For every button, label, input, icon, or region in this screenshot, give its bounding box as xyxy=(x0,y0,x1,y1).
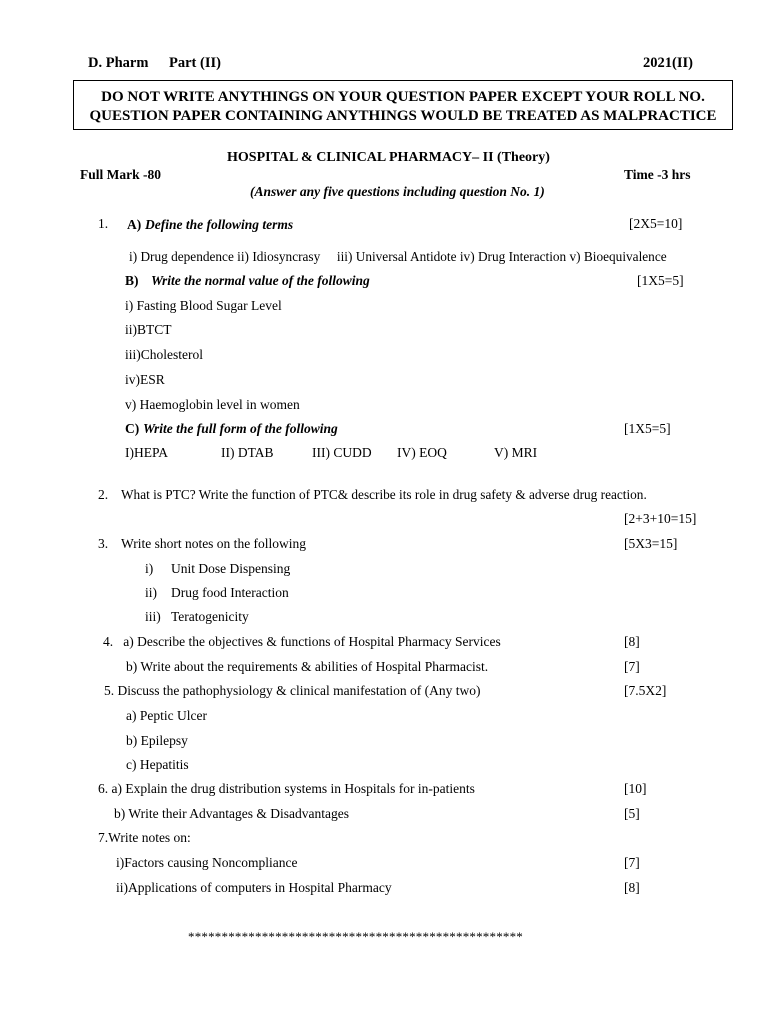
q6b-text: b) Write their Advantages & Disadvantages xyxy=(114,806,350,821)
q1b-item: i) Fasting Blood Sugar Level xyxy=(125,298,282,313)
q4a-text: 4. a) Describe the objectives & functions of Hospital Pharmacy Services xyxy=(103,634,501,649)
q1c-marks: [1X5=5] xyxy=(624,421,671,436)
q2-text: What is PTC? Write the function of PTC& describe its role in drug safety & adverse drug reaction. xyxy=(121,487,647,502)
warning-line-1: DO NOT WRITE ANYTHINGS ON YOUR QUESTION PAPER EXCEPT YOUR ROLL NO. xyxy=(101,89,705,105)
q3-marks: [5X3=15] xyxy=(624,536,678,551)
q7i-marks: [7] xyxy=(624,855,640,870)
q6a-text: 6. a) Explain the drug distribution systems in Hospitals for in-patients xyxy=(98,781,475,796)
q6b-marks: [5] xyxy=(624,806,640,821)
q1b-label: B) xyxy=(125,273,139,288)
q1c-item: IV) EOQ xyxy=(397,445,447,460)
q1c-item: III) CUDD xyxy=(312,445,372,460)
q1c-item: I)HEPA xyxy=(125,445,169,460)
q2-number: 2. xyxy=(98,487,109,502)
course-part: Part (II) xyxy=(169,55,221,71)
q1b-item: iv)ESR xyxy=(125,372,165,387)
q3-text: Write short notes on the following xyxy=(121,536,307,551)
q1c-label: C) xyxy=(125,421,140,436)
q5-text: 5. Discuss the pathophysiology & clinical manifestation of (Any two) xyxy=(104,683,481,698)
q7i-text: i)Factors causing Noncompliance xyxy=(116,855,298,870)
q1b-item: ii)BTCT xyxy=(125,322,172,337)
q3-item-number: i) xyxy=(145,561,154,576)
q3-item-text: Unit Dose Dispensing xyxy=(171,561,291,576)
warning-box xyxy=(73,80,733,130)
course-name: D. Pharm xyxy=(88,55,149,71)
q1-number: 1. xyxy=(98,216,109,231)
instruction: (Answer any five questions including question No. 1) xyxy=(250,184,545,199)
q7ii-text: ii)Applications of computers in Hospital Pharmacy xyxy=(116,880,392,895)
exam-year: 2021(II) xyxy=(643,55,693,71)
q5-item: a) Peptic Ulcer xyxy=(126,708,207,723)
q1b-item: v) Haemoglobin level in women xyxy=(125,397,300,412)
q5-item: b) Epilepsy xyxy=(126,733,188,748)
q5-marks: [7.5X2] xyxy=(624,683,667,698)
q1c-item: V) MRI xyxy=(494,445,538,460)
q3-item-text: Drug food Interaction xyxy=(171,585,289,600)
q1c-text: Write the full form of the following xyxy=(143,421,338,436)
q1c-item: II) DTAB xyxy=(221,445,274,460)
q3-number: 3. xyxy=(98,536,109,551)
end-stars: ************************************************** xyxy=(188,929,523,944)
exam-title: HOSPITAL & CLINICAL PHARMACY– II (Theory) xyxy=(227,150,550,165)
q4a-marks: [8] xyxy=(624,634,640,649)
q1a-text: Define the following terms xyxy=(145,217,294,232)
q4b-text: b) Write about the requirements & abilities of Hospital Pharmacist. xyxy=(126,659,489,674)
q7ii-marks: [8] xyxy=(624,880,640,895)
q4b-marks: [7] xyxy=(624,659,640,674)
q1b-item: iii)Cholesterol xyxy=(125,347,203,362)
q1b-text: Write the normal value of the following xyxy=(151,273,370,288)
full-mark: Full Mark -80 xyxy=(80,167,161,182)
q1a-marks: [2X5=10] xyxy=(629,216,683,231)
warning-line-2: QUESTION PAPER CONTAINING ANYTHINGS WOULD BE TREATED AS MALPRACTICE xyxy=(89,108,717,124)
q2-marks: [2+3+10=15] xyxy=(624,511,697,526)
q3-item-text: Teratogenicity xyxy=(171,609,249,624)
q1a-label: A) xyxy=(127,217,142,232)
q5-item: c) Hepatitis xyxy=(126,757,189,772)
q1a-items: i) Drug dependence ii) Idiosyncrasy iii) Universal Antidote iv) Drug Interaction v) Bioequivalence xyxy=(129,249,667,264)
q6a-marks: [10] xyxy=(624,781,647,796)
time-allowed: Time -3 hrs xyxy=(624,167,691,182)
q1b-marks: [1X5=5] xyxy=(637,273,684,288)
q3-item-number: ii) xyxy=(145,585,157,600)
q3-item-number: iii) xyxy=(145,609,161,624)
q7-text: 7.Write notes on: xyxy=(98,830,191,845)
